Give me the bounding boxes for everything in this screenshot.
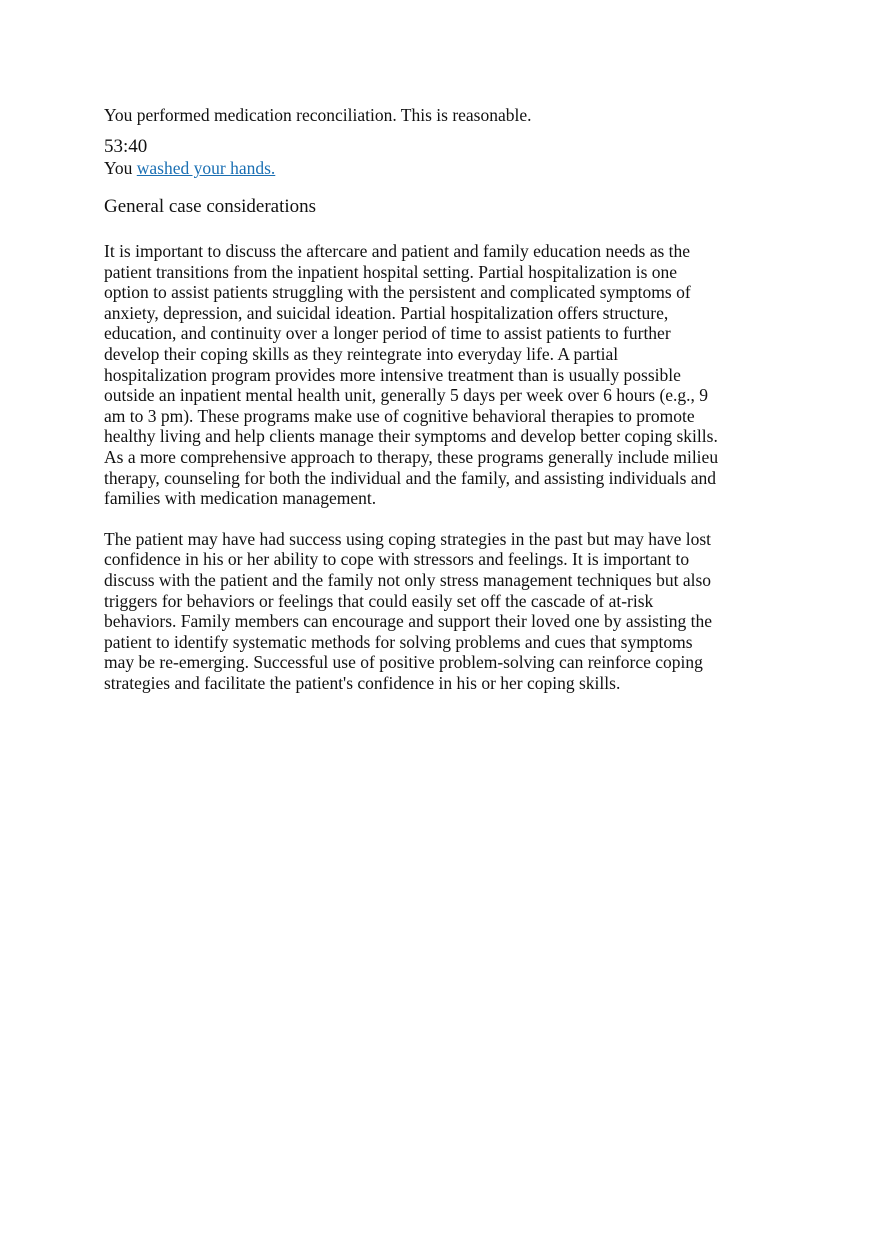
handwash-line [104,158,724,178]
handwash-prefix: You [104,158,137,178]
paragraph-coping: The patient may have had success using coping strategies in the past but may have lost confidence in his or her ability to cope with stressors and feelings. It is important to discuss with the patient and the family not only stress management techniques but also triggers for behaviors or feelings that could easily set off the cascade of at-risk behaviors. Family members can encourage and support their loved one by assisting the patient to identify systematic methods for solving problems and cues that symptoms may be re-emerging. Successful use of positive problem-solving can reinforce coping strategies and facilitate the patient's confidence in his or her coping skills. [104,528,712,693]
section-heading: General case considerations [104,196,317,217]
document-page [104,104,724,693]
paragraph-aftercare: It is important to discuss the aftercare and patient and family education needs as the patient transitions from the inpatient hospital setting. Partial hospitalization is one option to assist patients struggling with the persistent and complicated symptoms of anxiety, depression, and suicidal ideation. Partial hospitalization offers structure, education, and continuity over a longer period of time to assist patients to further develop their coping skills as they reintegrate into everyday life. A partial hospitalization program provides more intensive treatment than is usually possible outside an inpatient mental health unit, generally 5 days per week over 6 hours (e.g., 9 am to 3 pm). These programs make use of cognitive behavioral therapies to promote healthy living and help clients manage their symptoms and develop better coping skills. As a more comprehensive approach to therapy, these programs generally include milieu therapy, counseling for both the individual and the family, and assisting individuals and families with medication management. [104,241,719,509]
washed-hands-link[interactable]: washed your hands. [136,158,276,178]
timestamp: 53:40 [104,136,148,157]
medication-reconciliation-line: You performed medication reconciliation. This is reasonable. [104,105,532,125]
